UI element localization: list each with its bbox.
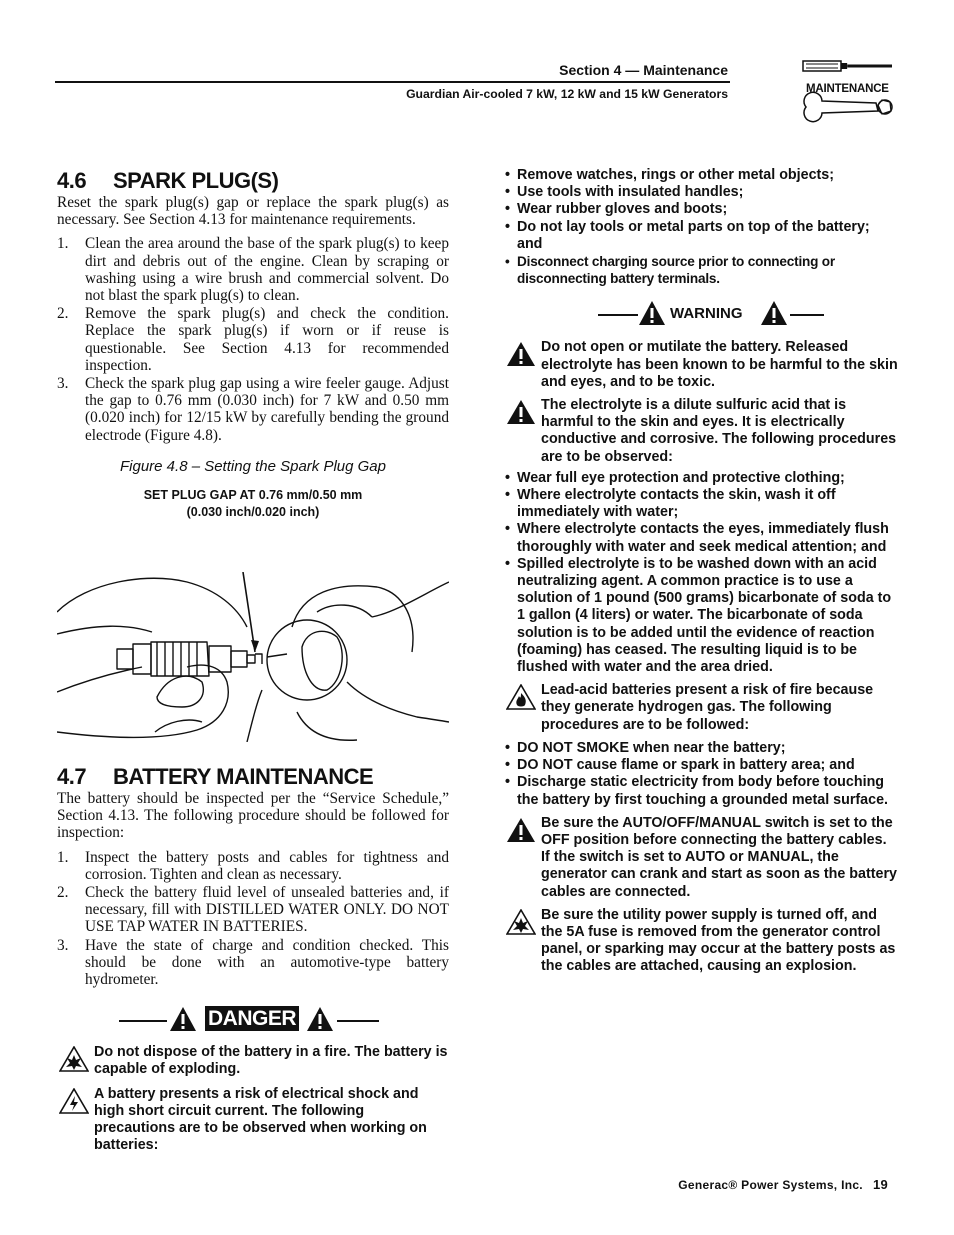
danger-explosion: Do not dispose of the battery in a fire. The battery is capable of exploding.	[57, 1044, 449, 1078]
list-item: • DO NOT cause flame or spark in battery area; and	[504, 757, 898, 774]
list-item: • Wear full eye protection and protective clothing;	[504, 470, 898, 487]
list-item: • Do not lay tools or metal parts on top of the battery; and	[504, 219, 898, 253]
fire-precautions-list	[504, 740, 898, 809]
list-item: 2. Remove the spark plug(s) and check the condition. Replace the spark plug(s) if worn or if reuse is questionable. See Section 4.13 for recommended inspection.	[57, 305, 449, 374]
warning-fire: Lead-acid batteries present a risk of fire because they generate hydrogen gas. The following procedures are to be followed:	[504, 682, 898, 734]
warning-label: WARNING	[670, 305, 743, 323]
warning-icon	[506, 341, 536, 367]
electrical-shock-icon	[59, 1088, 89, 1114]
danger-banner	[57, 1006, 449, 1036]
warning-icon	[760, 300, 788, 326]
battery-precautions-list	[504, 167, 898, 287]
page-number: 19	[872, 1177, 888, 1192]
electrolyte-list	[504, 470, 898, 676]
explosion-hazard-icon	[59, 1046, 89, 1072]
maintenance-badge-label: MAINTENANCE	[806, 83, 889, 95]
spark-steps	[57, 235, 449, 443]
danger-label: DANGER	[205, 1006, 299, 1031]
header-rule	[55, 81, 730, 83]
document-subtitle: Guardian Air-cooled 7 kW, 12 kW and 15 kW Generators	[406, 87, 728, 101]
section-title: Section 4 — Maintenance	[559, 62, 728, 78]
section-4-7	[57, 764, 449, 1154]
warning-banner	[504, 300, 898, 330]
warning-icon	[506, 817, 536, 843]
list-item: 3. Have the state of charge and condition checked. This should be done with an automotive-type battery hydrometer.	[57, 936, 449, 989]
list-item: 3. Check the spark plug gap using a wire feeler gauge. Adjust the gap to 0.76 mm (0.030 inch) for 7 kW and 0.50 mm (0.020 inch) for 12/15 kW by carefully bending the ground electrode (Figure 4.8).	[57, 375, 449, 444]
spark-heading: 4.6 SPARK PLUG(S)	[57, 168, 279, 193]
battery-heading: 4.7 BATTERY MAINTENANCE	[57, 764, 374, 789]
list-item: • Spilled electrolyte is to be washed down with an acid neutralizing agent. A common practice is to use a solution of 1 pound (500 grams) bicarbonate of soda to 1 gallon (4 liters) or water. The bicarbonate of soda solution is to be added until the evidence of reaction (foaming) has ceased. The resulting liquid is to be flushed with water and the area dried.	[504, 556, 898, 676]
warning-electrolyte: The electrolyte is a dilute sulfuric acid that is harmful to the skin and eyes. It is electrically conductive and corrosive. The following procedures are to be observed:	[504, 397, 898, 466]
warning-icon	[638, 300, 666, 326]
figure-label: SET PLUG GAP AT 0.76 mm/0.50 mm (0.030 inch/0.020 inch)	[143, 487, 363, 519]
spark-plug-gap-illustration	[57, 572, 449, 742]
warning-utility-power: Be sure the utility power supply is turned off, and the 5A fuse is removed from the generator control panel, or sparking may occur at the battery posts as the cables are attached, causing an explosion.	[504, 907, 898, 976]
list-item: • Remove watches, rings or other metal objects;	[504, 167, 898, 184]
list-item: 2. Check the battery fluid level of unsealed batteries and, if necessary, fill with DISTILLED WATER ONLY. DO NOT USE TAP WATER IN BATTERIES.	[57, 884, 449, 936]
list-item: • Use tools with insulated handles;	[504, 184, 898, 201]
danger-icon	[306, 1006, 334, 1032]
list-item: • Where electrolyte contacts the eyes, immediately flush thoroughly with water and seek medical attention; and	[504, 521, 898, 555]
warning-switch: Be sure the AUTO/OFF/MANUAL switch is set to the OFF position before connecting the battery cables. If the switch is set to AUTO or MANUAL, the generator can crank and start as soon as the battery cables are connected.	[504, 815, 898, 901]
page-footer	[560, 1177, 888, 1192]
list-item: 1. Inspect the battery posts and cables for tightness and corrosion. Tighten and clean as necessary.	[57, 848, 449, 883]
warning-icon	[506, 399, 536, 425]
list-item: • Discharge static electricity from body before touching the battery by first touching a grounded metal surface.	[504, 774, 898, 808]
list-item: • DO NOT SMOKE when near the battery;	[504, 740, 898, 757]
battery-intro: The battery should be inspected per the “Service Schedule,” Section 4.13. The following procedure should be followed for inspection:	[57, 790, 449, 842]
company-name: Generac® Power Systems, Inc.	[678, 1178, 863, 1192]
list-item: 1. Clean the area around the base of the spark plug(s) to keep dirt and debris out of the engine. Clean by scraping or washing using a wire brush and commercial solvent. Do not blast the spark plug(s) to clean.	[57, 235, 449, 305]
list-item: • Wear rubber gloves and boots;	[504, 201, 898, 218]
fire-hazard-icon	[506, 684, 536, 710]
section-4-6	[57, 168, 449, 521]
battery-steps	[57, 849, 449, 989]
list-item: • Where electrolyte contacts the skin, wash it off immediately with water;	[504, 487, 898, 521]
explosion-hazard-icon	[506, 909, 536, 935]
spark-intro: Reset the spark plug(s) gap or replace the spark plug(s) as necessary. See Section 4.13 for maintenance requirements.	[57, 194, 449, 229]
figure-caption: Figure 4.8 – Setting the Spark Plug Gap	[120, 457, 386, 475]
danger-icon	[169, 1006, 197, 1032]
right-column	[504, 167, 898, 976]
warning-mutilate: Do not open or mutilate the battery. Released electrolyte has been known to be harmful to the skin and eyes, and to be toxic.	[504, 339, 898, 391]
danger-shock: A battery presents a risk of electrical shock and high short circuit current. The following precautions are to be observed when working on batteries:	[57, 1086, 449, 1155]
list-item: • Disconnect charging source prior to connecting or disconnecting battery terminals.	[504, 253, 898, 287]
